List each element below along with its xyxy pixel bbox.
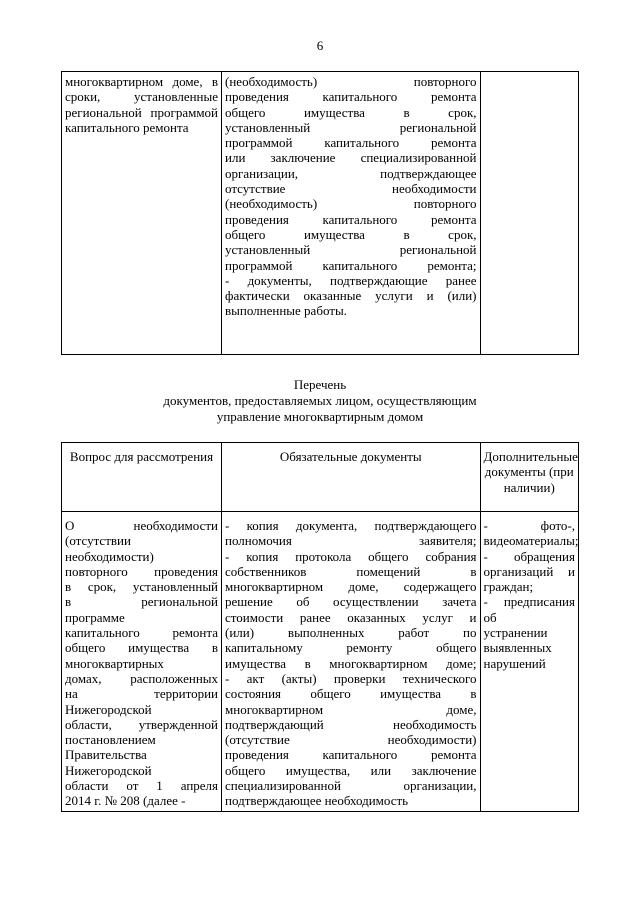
required-docs-text <box>225 74 477 319</box>
header-question: Вопрос для рассмотрения <box>62 443 222 512</box>
text-line: имущества в многоквартирном доме; <box>225 655 477 671</box>
table-row <box>62 72 579 355</box>
text-line: (отсутствии <box>65 533 131 549</box>
text-line: Нижегородской <box>65 701 152 717</box>
text-line: решение об осуществлении зачета <box>225 594 477 610</box>
text-line: - документы, подтверждающие ранее <box>225 272 477 288</box>
page-number: 6 <box>316 38 324 53</box>
question-cell <box>62 72 222 355</box>
text-line: области от 1 апреля <box>65 778 219 794</box>
text-line: организаций и <box>483 563 575 579</box>
text-line: выявленных <box>483 640 552 656</box>
text-line: постановлением <box>65 732 156 748</box>
text-line: или заключение специализированной <box>225 150 477 166</box>
text-line: установленный региональной <box>225 242 477 258</box>
text-line: Нижегородской <box>65 762 152 778</box>
continuation-table <box>61 71 579 355</box>
text-line: необходимости) <box>65 548 154 564</box>
text-line: - обращения <box>483 548 575 564</box>
text-line: капитального ремонта <box>65 625 219 641</box>
text-line: стоимости ранее оказанных услуг и <box>225 609 477 625</box>
text-line: программе <box>65 609 125 625</box>
text-line: программой капитального ремонта; <box>225 257 477 273</box>
text-line: - копия протокола общего собрания <box>225 548 477 564</box>
text-line: общего имущества в срок, <box>225 226 477 242</box>
caption-line-2: документов, предоставляемых лицом, осуществляющим <box>163 393 477 408</box>
text-line: повторного проведения <box>65 563 219 579</box>
text-line: О необходимости <box>65 518 219 533</box>
text-line: (необходимость) повторного <box>225 196 477 212</box>
text-line: отсутствие необходимости <box>225 181 477 197</box>
list-caption <box>0 377 640 425</box>
text-line: подтверждающий необходимость <box>225 716 477 732</box>
text-line: многоквартирном доме, содержащего <box>225 579 477 595</box>
text-line: многоквартирных <box>65 655 164 671</box>
text-line: нарушений <box>483 655 546 671</box>
text-line: проведения капитального ремонта <box>225 747 477 763</box>
text-line: граждан; <box>483 579 534 595</box>
text-line: - предписания об <box>483 594 575 625</box>
header-additional: Дополнительные документы (при наличии) <box>480 443 578 512</box>
text-line: (необходимость) повторного <box>225 74 477 89</box>
question-text <box>65 518 218 809</box>
text-line: видеоматериалы; <box>483 533 579 549</box>
text-line: состояния общего имущества в <box>225 686 477 702</box>
additional-docs-text <box>483 518 579 671</box>
text-line: (отсутствие необходимости) <box>225 732 477 748</box>
text-line: проведения капитального ремонта <box>225 211 477 227</box>
text-line: капитальному ремонту общего <box>225 640 477 656</box>
question-text: многоквартирном доме, в сроки, установленные региональной программой капитального ремонта <box>65 74 219 135</box>
documents-table <box>61 442 579 812</box>
table-row <box>62 512 579 812</box>
text-line: на территории <box>65 686 219 702</box>
text-line: проведения капитального ремонта <box>225 89 477 105</box>
text-line: полномочия заявителя; <box>225 533 477 549</box>
additional-docs-cell <box>480 512 578 812</box>
text-line: устранении <box>483 625 548 641</box>
text-line: в региональной <box>65 594 219 610</box>
text-line: организации, подтверждающее <box>225 165 477 181</box>
text-line: домах, расположенных <box>65 670 219 686</box>
caption-line-3: управление многоквартирным домом <box>216 409 424 424</box>
text-line: 2014 г. № 208 (далее - <box>65 793 186 809</box>
required-docs-text <box>225 518 477 809</box>
text-line: общего имущества, или заключение <box>225 762 477 778</box>
text-line: - акт (акты) проверки технического <box>225 670 477 686</box>
text-line: выполненные работы. <box>225 303 347 319</box>
text-line: в срок, установленный <box>65 579 219 595</box>
text-line: (или) выполненных работ по <box>225 625 477 641</box>
text-line: - копия документа, подтверждающего <box>225 518 477 533</box>
required-docs-cell <box>222 72 481 355</box>
question-cell <box>62 512 222 812</box>
text-line: специализированной организации, <box>225 778 477 794</box>
caption-title: Перечень <box>293 377 347 392</box>
text-line: Правительства <box>65 747 147 763</box>
text-line: собственников помещений в <box>225 563 477 579</box>
text-line: - фото-, <box>483 518 575 533</box>
text-line: установленный региональной <box>225 119 477 135</box>
text-line: общего имущества в срок, <box>225 104 477 120</box>
header-row <box>62 443 579 512</box>
text-line: фактически оказанные услуги и (или) <box>225 288 477 304</box>
text-line: многоквартирном доме, <box>225 701 477 717</box>
additional-docs-cell <box>480 72 578 355</box>
text-line: общего имущества в <box>65 640 219 656</box>
text-line: подтверждающее необходимость <box>225 793 409 809</box>
text-line: области, утвержденной <box>65 716 219 732</box>
text-line: программой капитального ремонта <box>225 135 477 151</box>
header-required: Обязательные документы <box>222 443 481 512</box>
required-docs-cell <box>222 512 481 812</box>
